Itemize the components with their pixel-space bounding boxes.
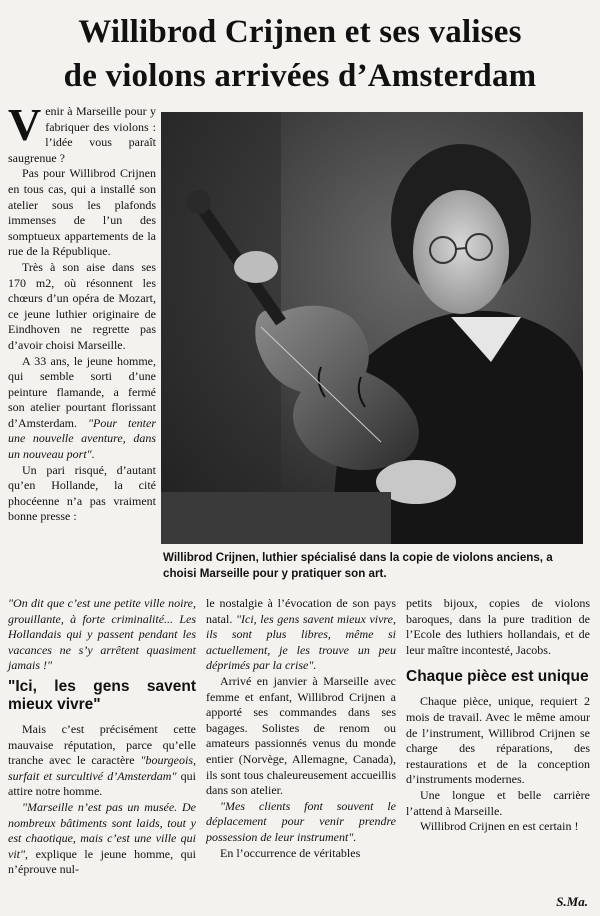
paragraph-8: "Marseille n’est pas un musée. De nombreux bâtiments sont laids, tout y est chaotique, mais c’est une ville qui vit", explique le jeune homme, qui n’éprouve nul-	[8, 799, 196, 877]
col3-paragraph-3: Une longue et belle carrière l’attend à Marseille.	[406, 787, 590, 818]
article-column-3	[406, 596, 590, 835]
paragraph-2: Pas pour Willibrod Crijnen en tous cas, qui a installé son atelier sous les plafonds immenses de l’un des somptueux appartements de la rue de la République.	[8, 166, 156, 259]
headline-line-2: de violons arrivées d’Amsterdam	[63, 58, 537, 94]
quote-paragraph: "On dit que c’est une petite ville noire, grouillante, à forte criminalité... Les Hollandais qui y passent pendant les vacances ne s’y arrêtent quasiment jamais !"	[8, 596, 196, 673]
col3-paragraph-1: petits bijoux, copies de violons baroques, dans la pure tradition de l’Ecole des luthiers hollandais, et de leur maître incontesté, Jacobs.	[406, 596, 590, 657]
col2-paragraph-3: "Mes clients font souvent le déplacement pour venir prendre possession de leur instrument".	[206, 798, 396, 844]
paragraph-5: Un pari risqué, d’autant qu’en Hollande, la cité phocéenne n’a pas vraiment bonne presse :	[8, 462, 156, 524]
section-subhead-2: Chaque pièce est unique	[406, 668, 589, 686]
author-signature: S.Ma.	[556, 894, 588, 909]
col3-paragraph-4: Willibrod Crijnen en est certain !	[420, 819, 579, 834]
violin-photo	[161, 112, 583, 544]
headline-line-1: Willibrod Crijnen et ses valises	[78, 14, 522, 50]
article-column-1	[8, 99, 157, 525]
headline	[0, 10, 600, 98]
col2-paragraph-1: le nostalgie à l’évocation de son pays natal. "Ici, les gens savent mieux vivre, ils sont plus libres, même si actuellement, je les trouve un peu déprimés par la crise".	[206, 596, 396, 673]
paragraph-3: Très à son aise dans ses 170 m2, où résonnent les chœurs d’un opéra de Mozart, ce jeune luthier originaire de Eindhoven ne regrette pas d’avoir choisi Marseille.	[8, 259, 156, 352]
paragraph-1: Venir à Marseille pour y fabriquer des violons : l’idée vous paraît saugrenue ?	[8, 99, 156, 165]
col2-paragraph-4: En l’occurrence de véritables	[220, 845, 361, 860]
section-subhead-1: "Ici, les gens savent mieux vivre"	[8, 677, 196, 713]
col3-paragraph-2: Chaque pièce, unique, requiert 2 mois de travail. Avec le même amour de l’instrument, Willibrod Crijnen se charge des réparations, des restaurations et de la conception d’instruments modernes.	[406, 694, 590, 787]
photo-caption: Willibrod Crijnen, luthier spécialisé dans la copie de violons anciens, a choisi Marseille pour y pratiquer son art.	[163, 551, 553, 580]
article-column-1-lower	[8, 596, 196, 878]
article-column-2	[206, 596, 396, 861]
paragraph-4: A 33 ans, le jeune homme, qui semble sorti d’une peinture flamande, a fermé son atelier pourtant florissant d’Amsterdam. "Pour tenter une nouvelle aventure, dans un nouveau port".	[8, 353, 157, 462]
col2-paragraph-2: Arrivé en janvier à Marseille avec femme et enfant, Willibrod Crijnen a apporté ses commandes dans ses bagages. Solistes de renom ou amateurs passionnés venus du monde entier (Norvège, Allemagne, Canada), ils sont tous chaleureusement accueillis dans son atelier.	[206, 673, 396, 798]
paragraph-7: Mais c’est précisément cette mauvaise réputation, parce qu’elle tranche avec le caractère "bourgeois, surfait et surcultivé d’Amsterdam" qui attire notre homme.	[8, 721, 196, 799]
drop-cap: V	[8, 99, 42, 150]
